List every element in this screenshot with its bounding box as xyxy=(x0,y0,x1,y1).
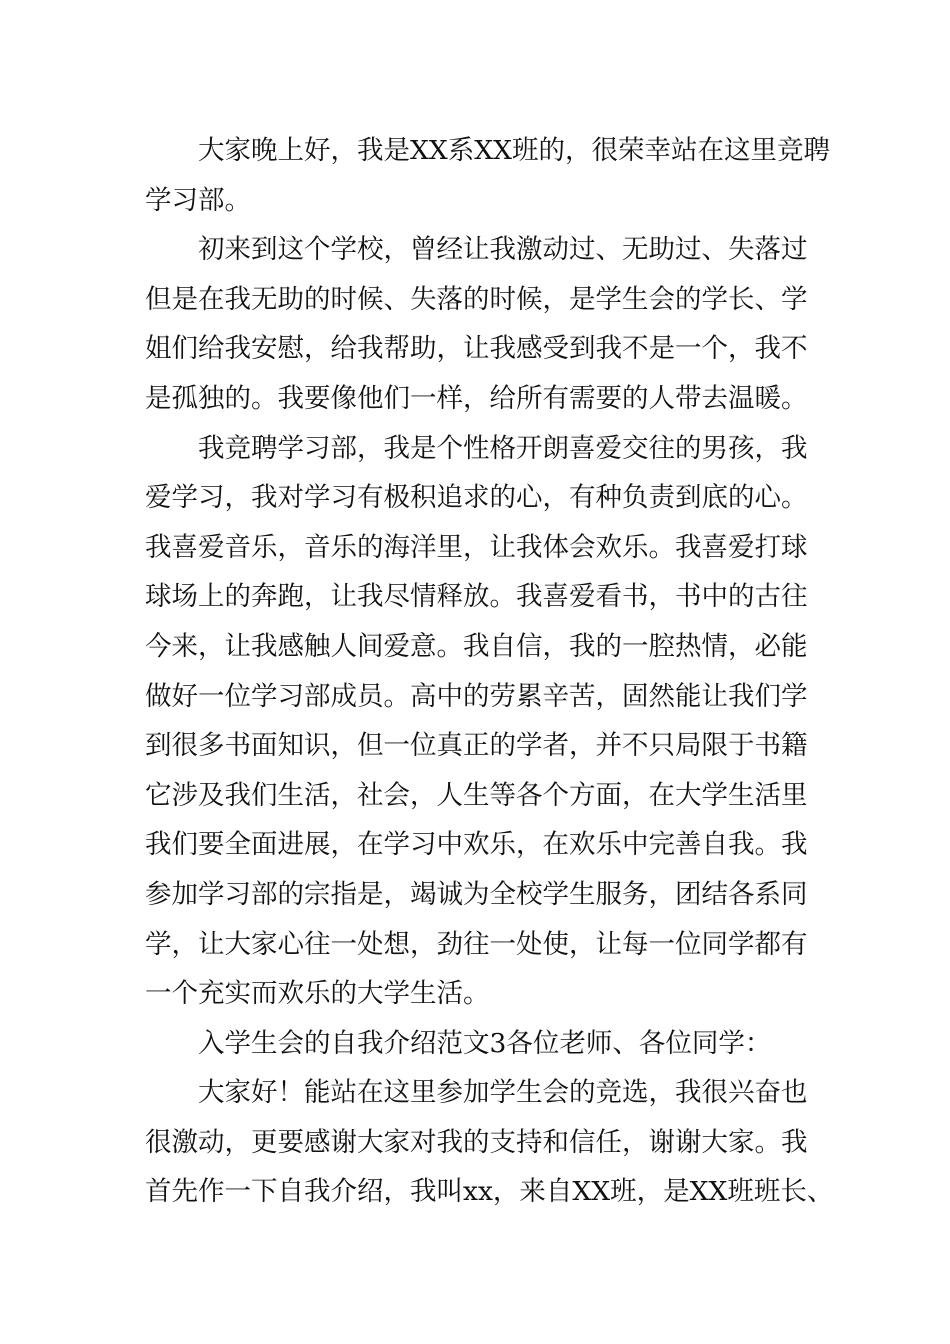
text-line: 到很多书面知识，但一位真正的学者，并不只局限于书籍 xyxy=(145,730,808,762)
text-line: 姐们给我安慰，给我帮助，让我感受到我不是一个，我不 xyxy=(145,333,808,365)
text-line: 做好一位学习部成员。高中的劳累辛苦，固然能让我们学 xyxy=(145,680,808,712)
text-line: 一个充实而欢乐的大学生活。 xyxy=(145,978,490,1010)
text-line: 很激动，更要感谢大家对我的支持和信任，谢谢大家。我 xyxy=(145,1126,808,1158)
text-line: 它涉及我们生活，社会，人生等各个方面，在大学生活里 xyxy=(145,779,808,811)
text-line: 学习部。 xyxy=(145,184,251,216)
text-line: 大家晚上好，我是XX系XX班的，很荣幸站在这里竞聘 xyxy=(198,135,830,166)
text-line: 首先作一下自我介绍，我叫xx，来自XX班，是XX班班长、 xyxy=(145,1176,834,1208)
text-line: 参加学习部的宗指是，竭诚为全校学生服务，团结各系同 xyxy=(145,878,808,910)
text-line: 球场上的奔跑，让我尽情释放。我喜爱看书，书中的古往 xyxy=(145,581,808,613)
section-heading-line: 入学生会的自我介绍范文3各位老师、各位同学： xyxy=(198,1027,772,1059)
text-line: 大家好！能站在这里参加学生会的竞选，我很兴奋也 xyxy=(198,1077,808,1109)
text-line: 我喜爱音乐，音乐的海洋里，让我体会欢乐。我喜爱打球 xyxy=(145,531,808,563)
text-line: 是孤独的。我要像他们一样，给所有需要的人带去温暖。 xyxy=(145,382,808,414)
text-line: 我竞聘学习部，我是个性格开朗喜爱交往的男孩，我 xyxy=(198,432,808,464)
text-line: 初来到这个学校，曾经让我激动过、无助过、失落过 xyxy=(198,234,808,266)
text-line: 我们要全面进展，在学习中欢乐，在欢乐中完善自我。我 xyxy=(145,829,808,861)
document-body xyxy=(145,126,835,1217)
text-line: 爱学习，我对学习有极积追求的心，有种负责到底的心。 xyxy=(145,482,808,514)
text-line: 但是在我无助的时候、失落的时候，是学生会的学长、学 xyxy=(145,283,808,315)
text-line: 学，让大家心往一处想，劲往一处使，让每一位同学都有 xyxy=(145,928,808,960)
text-line: 今来，让我感触人间爱意。我自信，我的一腔热情，必能 xyxy=(145,630,808,662)
